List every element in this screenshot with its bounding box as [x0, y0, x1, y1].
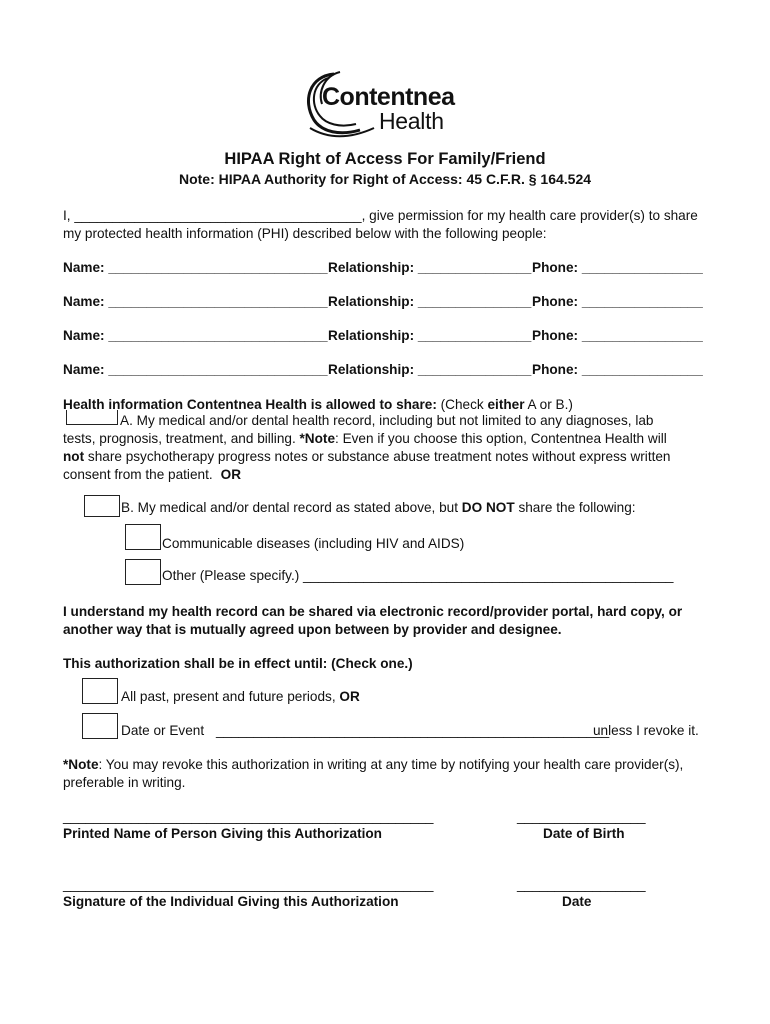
share-heading — [63, 396, 573, 413]
option-a-note-label: *Note — [299, 431, 336, 446]
option-b-text — [121, 499, 636, 516]
share-heading-note-end: A or B.) — [524, 397, 573, 412]
option-a-line-2-post: : Even if you choose this option, Contentnea Health will — [335, 431, 667, 446]
date-label: Date — [562, 894, 592, 909]
relationship-field[interactable]: Relationship: _______________ — [328, 328, 532, 343]
all-periods-label — [121, 688, 360, 705]
contentnea-health-logo — [300, 70, 470, 140]
phone-field[interactable]: Phone: ________________ — [532, 260, 703, 275]
date-or-event-field[interactable]: ____________________________________________________ — [216, 723, 610, 738]
share-heading-note: (Check — [436, 397, 488, 412]
share-heading-either: either — [487, 397, 525, 412]
option-a-line-1: A. My medical and/or dental health record, including but not limited to any diagnoses, lab — [120, 413, 654, 428]
logo-text-health: Health — [379, 108, 444, 134]
date-or-event-label: Date or Event — [121, 723, 205, 738]
dob-label: Date of Birth — [543, 826, 625, 841]
all-periods-text: All past, present and future periods, — [121, 689, 340, 704]
effect-heading: This authorization shall be in effect until: (Check one.) — [63, 656, 413, 671]
option-b-pre: B. My medical and/or dental record as stated above, but — [121, 500, 462, 515]
option-a-line-2 — [63, 430, 667, 447]
option-a-line-4 — [63, 466, 241, 483]
intro-line-2: my protected health information (PHI) described below with the following people: — [63, 226, 547, 241]
revoke-note-line-1 — [63, 756, 683, 773]
option-a-or: OR — [220, 467, 242, 482]
relationship-field[interactable]: Relationship: _______________ — [328, 294, 532, 309]
option-a-not: not — [63, 449, 85, 464]
option-b-do-not: DO NOT — [461, 500, 515, 515]
intro-line-1: I, ______________________________________, give permission for my health care provider(s) to share — [63, 208, 698, 223]
phone-field[interactable]: Phone: ________________ — [532, 328, 703, 343]
understand-line-2: another way that is mutually agreed upon between by provider and designee. — [63, 622, 562, 637]
all-periods-or: OR — [339, 689, 360, 704]
revoke-note-text: : You may revoke this authorization in writing at any time by notifying your health care provider(s), — [98, 757, 684, 772]
signature-label: Signature of the Individual Giving this Authorization — [63, 894, 399, 909]
date-line[interactable]: _________________ — [517, 877, 646, 892]
understand-line-1: I understand my health record can be shared via electronic record/provider portal, hard copy, or — [63, 604, 683, 619]
name-field[interactable]: Name: _____________________________ — [63, 260, 328, 275]
communicable-diseases-checkbox[interactable] — [125, 524, 161, 550]
date-or-event-checkbox[interactable] — [82, 713, 118, 739]
phone-field[interactable]: Phone: ________________ — [532, 294, 703, 309]
option-a-line-2-text: tests, prognosis, treatment, and billing. — [63, 431, 300, 446]
revoke-note-line-2: preferable in writing. — [63, 775, 186, 790]
printed-name-line[interactable]: _________________________________________________ — [63, 809, 434, 824]
name-field[interactable]: Name: _____________________________ — [63, 362, 328, 377]
option-a-line-4-text: consent from the patient. — [63, 467, 213, 482]
phone-field[interactable]: Phone: ________________ — [532, 362, 703, 377]
revoke-note-label: *Note — [63, 757, 99, 772]
option-a-line-3 — [63, 448, 671, 465]
logo-text-contentnea: Contentnea — [322, 83, 455, 111]
other-specify-field[interactable]: Other (Please specify.) _________________________________________________ — [162, 568, 674, 583]
revoke-text: unless I revoke it. — [593, 723, 699, 738]
share-heading-bold: Health information Contentnea Health is allowed to share: — [63, 397, 437, 412]
option-b-post: share the following: — [514, 500, 636, 515]
option-a-checkbox[interactable] — [66, 410, 118, 425]
name-field[interactable]: Name: _____________________________ — [63, 294, 328, 309]
page-title: HIPAA Right of Access For Family/Friend — [224, 150, 546, 168]
all-periods-checkbox[interactable] — [82, 678, 118, 704]
signature-line[interactable]: _________________________________________________ — [63, 877, 434, 892]
name-field[interactable]: Name: _____________________________ — [63, 328, 328, 343]
dob-line[interactable]: _________________ — [517, 809, 646, 824]
page-subtitle: Note: HIPAA Authority for Right of Access: 45 C.F.R. § 164.524 — [178, 171, 592, 187]
communicable-diseases-label: Communicable diseases (including HIV and AIDS) — [162, 536, 465, 551]
relationship-field[interactable]: Relationship: _______________ — [328, 260, 532, 275]
option-a-line-3-text: share psychotherapy progress notes or substance abuse treatment notes without express written — [84, 449, 671, 464]
other-checkbox[interactable] — [125, 559, 161, 585]
printed-name-label: Printed Name of Person Giving this Authorization — [63, 826, 382, 841]
relationship-field[interactable]: Relationship: _______________ — [328, 362, 532, 377]
option-b-checkbox[interactable] — [84, 495, 120, 517]
